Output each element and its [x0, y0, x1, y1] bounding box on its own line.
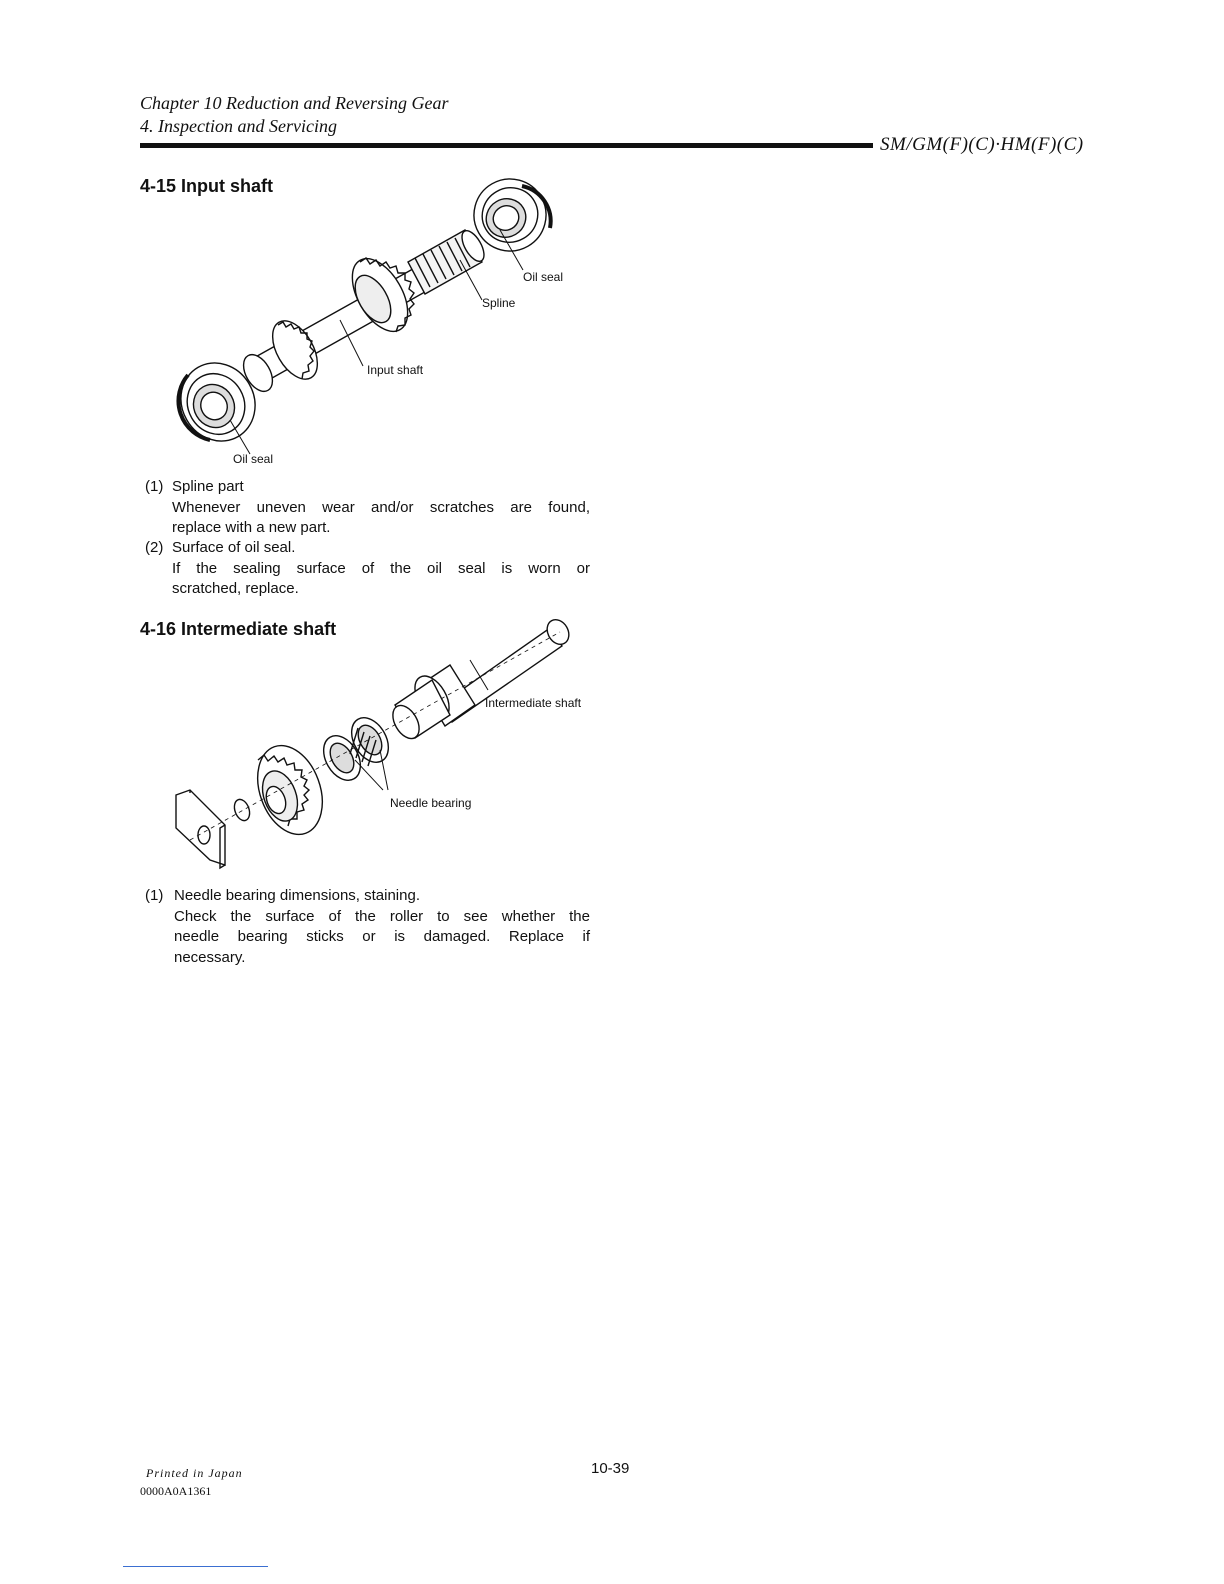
- gear-illustration: [246, 737, 334, 844]
- section-subtitle: 4. Inspection and Servicing: [140, 116, 337, 136]
- chapter-title: Chapter 10 Reduction and Reversing Gear: [140, 93, 449, 113]
- label-input-shaft: Input shaft: [367, 363, 424, 377]
- label-intermediate-shaft: Intermediate shaft: [485, 696, 582, 710]
- page-number: 10-39: [591, 1460, 630, 1477]
- item-number: (2): [145, 539, 164, 556]
- printed-in-japan: Printed in Japan: [146, 1466, 243, 1480]
- item-body-line: Check the surface of the roller to see whether the: [174, 907, 590, 925]
- washer-illustration: [232, 797, 253, 822]
- thrust-plate-illustration: [176, 790, 225, 868]
- item-body-line: Whenever uneven wear and/or scratches are found,: [172, 498, 590, 516]
- list-item: [145, 477, 590, 539]
- document-code: 0000A0A1361: [140, 1484, 212, 1498]
- item-body-line: needle bearing sticks or is damaged. Replace if: [174, 928, 590, 945]
- header-rule: [140, 143, 873, 148]
- item-body-line: scratched, replace.: [172, 580, 299, 597]
- label-needle-bearing: Needle bearing: [390, 796, 472, 810]
- label-oil-seal-bottom: Oil seal: [233, 452, 274, 466]
- input-shaft-illustration: [238, 227, 489, 396]
- item-body-line: If the sealing surface of the oil seal is worn or: [172, 559, 590, 577]
- label-oil-seal-top: Oil seal: [523, 270, 564, 284]
- item-heading: Spline part: [172, 478, 244, 495]
- list-item: [145, 538, 590, 600]
- section-title-intermediate-shaft: 4-16 Intermediate shaft: [140, 619, 337, 639]
- list-item: [145, 886, 590, 968]
- item-number: (1): [145, 887, 164, 904]
- item-body-line: necessary.: [174, 948, 246, 966]
- input-shaft-diagram: [170, 170, 590, 470]
- item-heading: Surface of oil seal.: [172, 539, 296, 556]
- needle-bearing-illustration: [316, 711, 396, 787]
- bottom-divider: [123, 1566, 268, 1567]
- model-code: SM/GM(F)(C)·HM(F)(C): [880, 134, 1084, 155]
- intermediate-shaft-illustration: [387, 616, 573, 743]
- intermediate-shaft-diagram: [170, 610, 590, 875]
- item-body-line: replace with a new part.: [172, 519, 331, 536]
- section-title-input-shaft: 4-15 Input shaft: [140, 176, 274, 196]
- item-number: (1): [145, 478, 164, 495]
- label-spline: Spline: [482, 296, 516, 310]
- item-heading: Needle bearing dimensions, staining.: [174, 887, 420, 904]
